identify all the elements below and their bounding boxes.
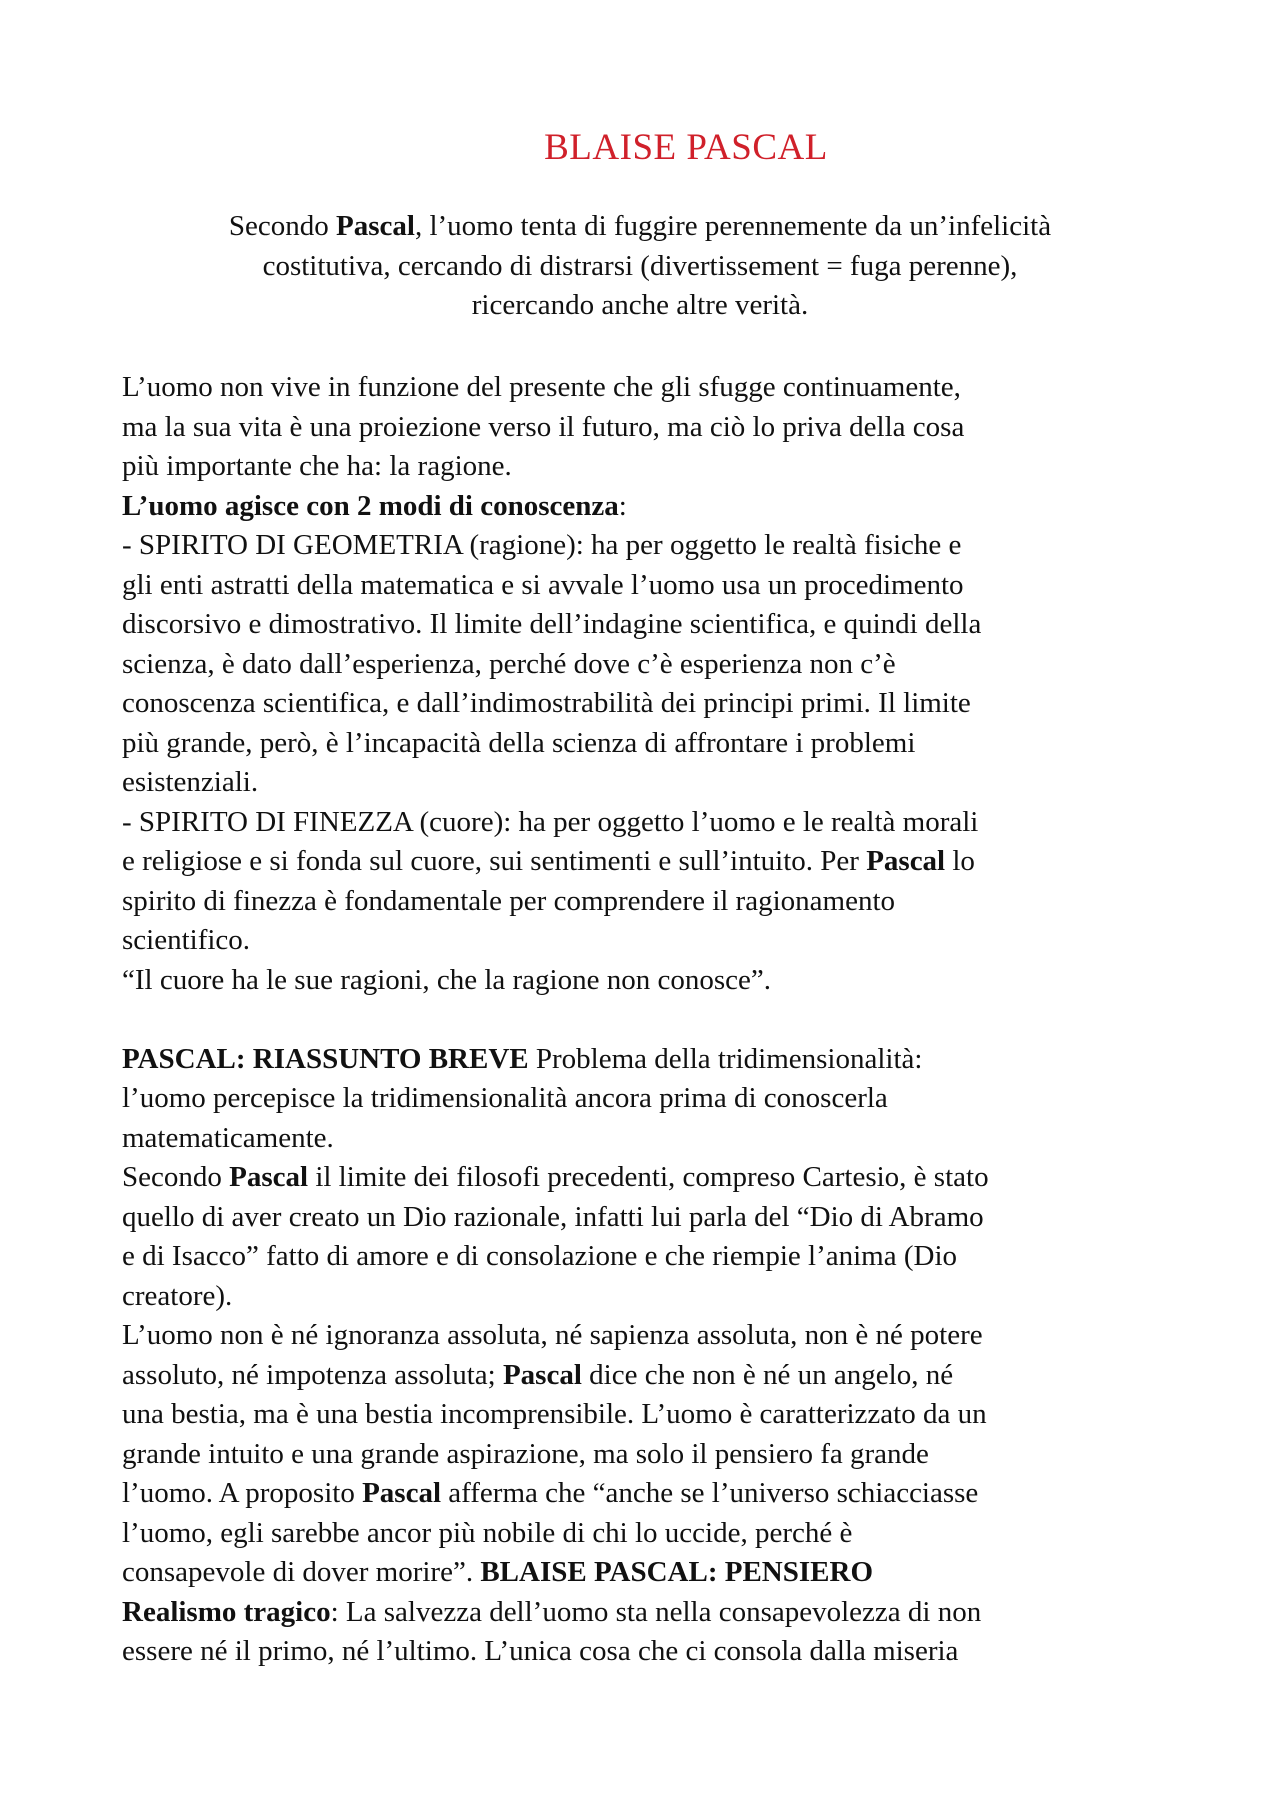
text-line: più grande, però, è l’incapacità della scienza di affrontare i problemi	[122, 726, 916, 759]
text-run: Secondo	[122, 1161, 230, 1193]
text-line: L’uomo non è né ignoranza assoluta, né sapienza assoluta, non è né potere	[122, 1319, 983, 1351]
text-line	[122, 1040, 1172, 1080]
text-run: afferma che “anche se l’universo schiacciasse	[441, 1477, 979, 1509]
quote-line: “Il cuore ha le sue ragioni, che la ragione non conosce”.	[122, 963, 771, 996]
text-line: L’uomo non vive in funzione del presente che gli sfugge continuamente,	[122, 371, 961, 403]
text-run: Problema della tridimensionalità:	[528, 1042, 923, 1075]
section-heading	[122, 487, 1172, 527]
body-text	[122, 368, 1172, 1672]
text-line	[122, 1158, 1172, 1198]
bold-name: Pascal	[866, 845, 946, 877]
text-line: discorsivo e dimostrativo. Il limite dell’indagine scientifica, e quindi della	[122, 608, 982, 640]
intro-paragraph	[120, 207, 1160, 326]
text-run: : La salvezza dell’uomo sta nella consapevolezza di non	[330, 1595, 982, 1628]
text-line: matematicamente.	[122, 1121, 334, 1154]
text-line: scienza, è dato dall’esperienza, perché dove c’è esperienza non c’è	[122, 647, 896, 680]
text-run: l’uomo. A proposito	[122, 1477, 363, 1509]
text-line: più importante che ha: la ragione.	[122, 450, 512, 482]
text-line: scientifico.	[122, 924, 251, 956]
text-line	[122, 1474, 1172, 1514]
text-line	[122, 1356, 1172, 1396]
bold-name: Pascal	[502, 1358, 582, 1391]
bold-name: Pascal	[229, 1161, 309, 1193]
text-line	[122, 842, 1172, 882]
text-line: esistenziali.	[122, 766, 259, 798]
intro-line	[120, 207, 1160, 247]
text-line: l’uomo, egli sarebbe ancor più nobile di chi lo uccide, perché è	[122, 1516, 853, 1549]
bold-name: Pascal	[336, 210, 415, 242]
text-line: - SPIRITO DI GEOMETRIA (ragione): ha per oggetto le realtà fisiche e	[122, 529, 962, 561]
text-line: l’uomo percepisce la tridimensionalità ancora prima di conoscerla	[122, 1082, 888, 1114]
text-line: - SPIRITO DI FINEZZA (cuore): ha per oggetto l’uomo e le realtà morali	[122, 805, 979, 838]
bold-heading: Realismo tragico	[122, 1595, 331, 1628]
text-line: grande intuito e una grande aspirazione, ma solo il pensiero fa grande	[122, 1437, 929, 1470]
text-run: lo	[945, 845, 975, 877]
paragraph-gap	[122, 1000, 1172, 1040]
text-run: , l’uomo tenta di fuggire perennemente da un’infelicità	[414, 210, 1052, 242]
text-line: quello di aver creato un Dio razionale, infatti lui parla del “Dio di Abramo	[122, 1200, 984, 1233]
page-title: BLAISE PASCAL	[544, 127, 828, 168]
text-run: dice che non è né un angelo, né	[581, 1358, 954, 1391]
intro-line: ricercando anche altre verità.	[471, 289, 809, 321]
text-line: ma la sua vita è una proiezione verso il futuro, ma ciò lo priva della cosa	[122, 410, 965, 443]
intro-line: costitutiva, cercando di distrarsi (divertissement = fuga perenne),	[262, 249, 1018, 282]
text-run: :	[618, 489, 627, 522]
text-line	[122, 1593, 1172, 1633]
text-line: essere né il primo, né l’ultimo. L’unica cosa che ci consola dalla miseria	[122, 1635, 959, 1667]
text-run: assoluto, né impotenza assoluta;	[122, 1358, 503, 1391]
bold-heading: PASCAL: RIASSUNTO BREVE	[122, 1042, 529, 1075]
text-line: gli enti astratti della matematica e si avvale l’uomo usa un procedimento	[122, 568, 964, 601]
text-line: una bestia, ma è una bestia incomprensibile. L’uomo è caratterizzato da un	[122, 1398, 987, 1430]
text-line: spirito di finezza è fondamentale per comprendere il ragionamento	[122, 884, 896, 917]
text-line: e di Isacco” fatto di amore e di consolazione e che riempie l’anima (Dio	[122, 1240, 957, 1272]
bold-heading: BLAISE PASCAL: PENSIERO	[480, 1556, 874, 1588]
text-run: consapevole di dover morire”.	[122, 1556, 481, 1588]
text-line: conoscenza scientifica, e dall’indimostrabilità dei principi primi. Il limite	[122, 687, 971, 719]
text-run: Secondo	[228, 210, 337, 242]
bold-heading: L’uomo agisce con 2 modi di conoscenza	[122, 489, 619, 522]
text-line: creatore).	[122, 1279, 233, 1312]
bold-name: Pascal	[362, 1477, 442, 1509]
text-run: il limite dei filosofi precedenti, compreso Cartesio, è stato	[308, 1161, 989, 1193]
text-line	[122, 1553, 1172, 1593]
text-run: e religiose e si fonda sul cuore, sui sentimenti e sull’intuito. Per	[122, 845, 867, 877]
